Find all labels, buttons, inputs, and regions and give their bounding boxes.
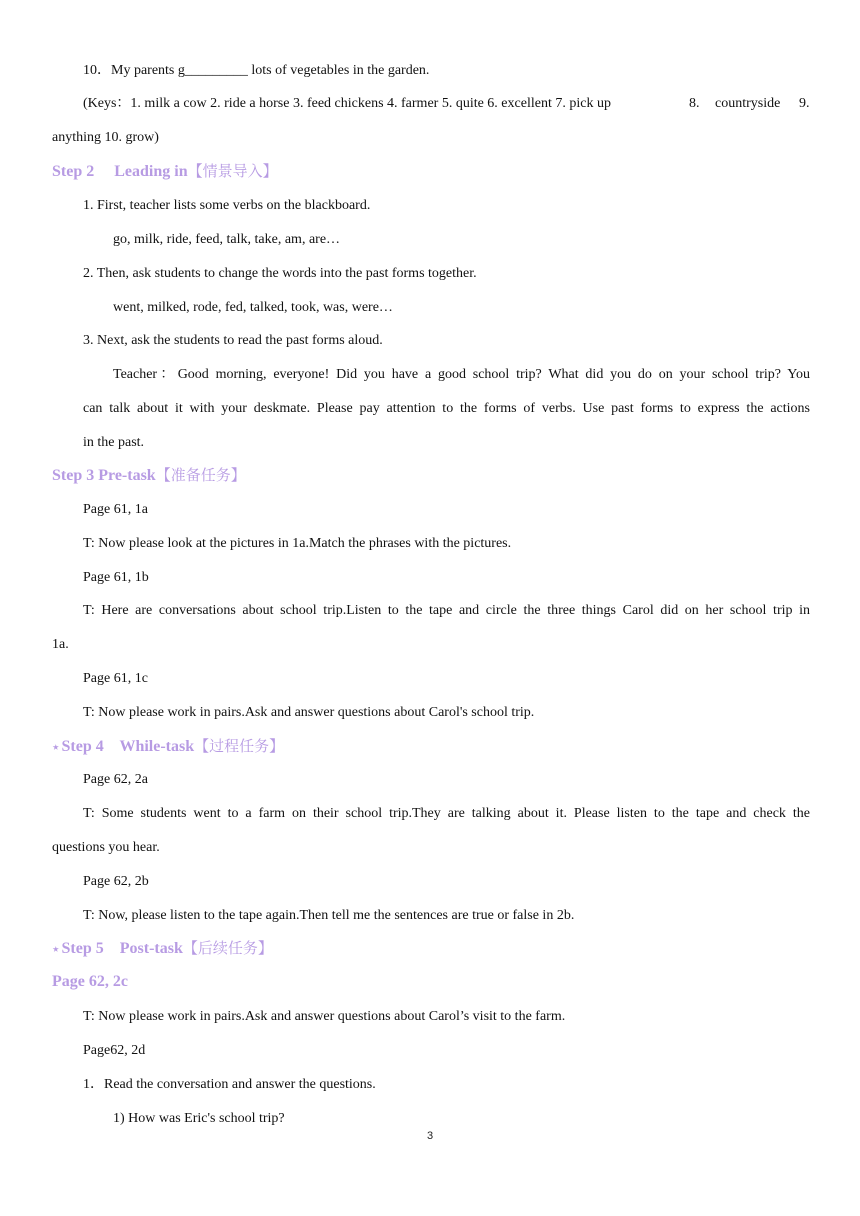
step-2-heading — [52, 161, 278, 182]
answer-keys-part-b: 8. — [689, 96, 700, 111]
step4-page-ref-1: Page 62, 2a — [83, 772, 148, 787]
teacher-talk-line-3: in the past. — [83, 435, 145, 450]
step-5-title: Step 5 Post-task — [61, 940, 183, 957]
step2-item-1: 1. First, teacher lists some verbs on the blackboard. — [83, 198, 371, 213]
answer-keys-part-a: (Keys：1. milk a cow 2. ride a horse 3. feed chickens 4. farmer 5. quite 6. excellent 7. pick up — [83, 96, 611, 111]
step2-item-2: 2. Then, ask students to change the words into the past forms together. — [83, 266, 477, 281]
step3-page-ref-2: Page 61, 1b — [83, 570, 149, 585]
step-4-cn-title: 【过程任务】 — [194, 737, 285, 755]
page-62-2c-heading: Page 62, 2c — [52, 973, 128, 990]
step3-instruction-3: T: Now please work in pairs.Ask and answer questions about Carol's school trip. — [83, 705, 535, 720]
step-3-cn-title: 【准备任务】 — [155, 466, 246, 484]
step2-item-2-verbs: went, milked, rode, fed, talked, took, was, were… — [113, 300, 393, 315]
step2-item-1-verbs: go, milk, ride, feed, talk, take, am, are… — [113, 232, 341, 247]
star-icon: ⋆ — [52, 740, 60, 754]
step4-instruction-1b: questions you hear. — [52, 840, 160, 855]
answer-keys-line-1 — [83, 95, 810, 113]
step5-page-ref-2: Page62, 2d — [83, 1043, 146, 1058]
exercise-10: 10．My parents g_________ lots of vegetables in the garden. — [83, 63, 430, 78]
step-3-title: Step 3 Pre-task — [52, 467, 156, 484]
step2-item-3: 3. Next, ask the students to read the past forms aloud. — [83, 333, 383, 348]
teacher-talk-line-2: can talk about it with your deskmate. Please pay attention to the forms of verbs. Use past forms to express the actions — [83, 401, 810, 416]
step3-page-ref-1: Page 61, 1a — [83, 502, 148, 517]
star-icon: ⋆ — [52, 942, 60, 956]
step-2-title: Step 2 Leading in — [52, 163, 188, 180]
step-3-heading — [52, 465, 246, 486]
step5-instruction-1: T: Now please work in pairs.Ask and answer questions about Carol’s visit to the farm. — [83, 1009, 566, 1024]
step-2-cn-title: 【情景导入】 — [187, 162, 278, 180]
teacher-talk-line-1: Teacher：Good morning, everyone! Did you have a good school trip? What did you do on your school trip? You — [113, 367, 810, 382]
answer-keys-line-2: anything 10. grow) — [52, 130, 159, 145]
step5-question-1a: 1) How was Eric's school trip? — [113, 1111, 285, 1126]
step3-instruction-2b: 1a. — [52, 637, 69, 652]
answer-keys-part-d: 9. — [799, 96, 810, 111]
step4-instruction-1a: T: Some students went to a farm on their school trip.They are talking about it. Please listen to the tape and check the — [83, 806, 810, 821]
step4-instruction-2: T: Now, please listen to the tape again.Then tell me the sentences are true or false in 2b. — [83, 908, 575, 923]
step3-instruction-2a: T: Here are conversations about school trip.Listen to the tape and circle the three things Carol did on her school trip in — [83, 603, 810, 618]
step5-question-1: 1．Read the conversation and answer the questions. — [83, 1077, 376, 1092]
step-4-heading — [52, 736, 284, 757]
step3-instruction-1: T: Now please look at the pictures in 1a.Match the phrases with the pictures. — [83, 536, 512, 551]
step3-page-ref-3: Page 61, 1c — [83, 671, 148, 686]
step4-page-ref-2: Page 62, 2b — [83, 874, 149, 889]
step-5-cn-title: 【后续任务】 — [182, 939, 273, 957]
step-4-title: Step 4 While-task — [61, 738, 195, 755]
step-5-heading — [52, 938, 273, 959]
page-number: 3 — [426, 1130, 434, 1142]
answer-keys-part-c: countryside — [715, 96, 781, 111]
